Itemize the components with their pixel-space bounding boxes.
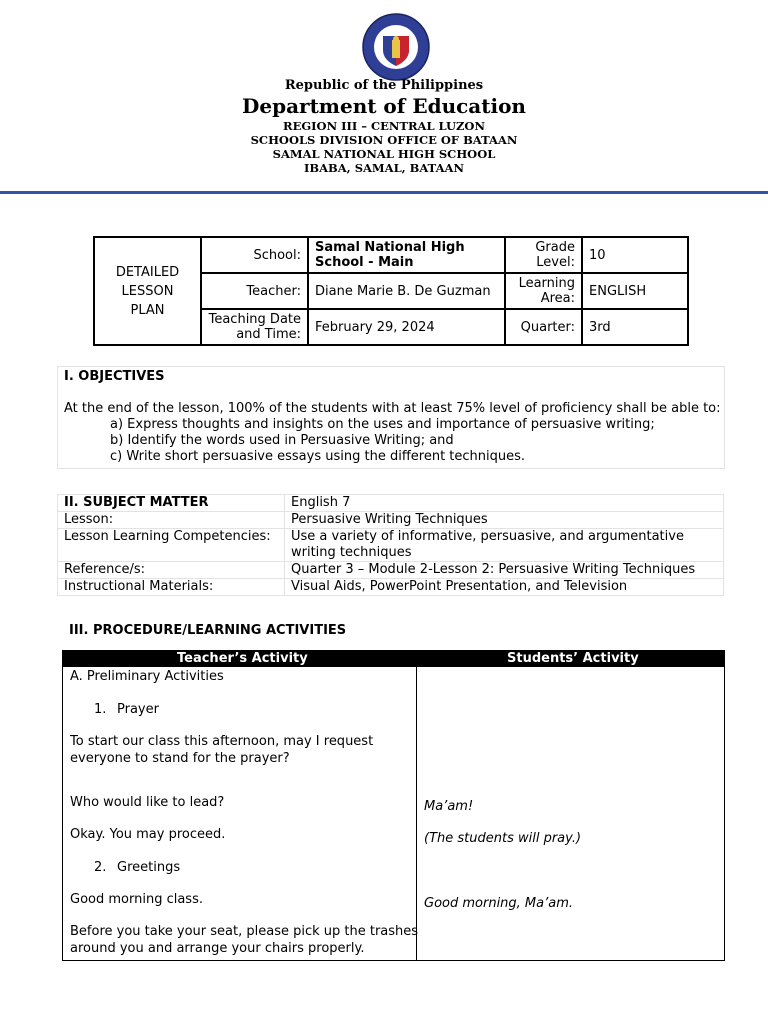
teacher-field-label: Teacher: (201, 273, 308, 309)
area-field-value: ENGLISH (582, 273, 688, 309)
dlp-label-cell: DETAILED LESSON PLAN (94, 237, 201, 345)
column-divider (416, 667, 417, 960)
teacher-field-value: Diane Marie B. De Guzman (308, 273, 505, 309)
competencies-value: Use a variety of informative, persuasive, and argumentative writing techniques (285, 529, 724, 562)
teacher-line: Before you take your seat, please pick up the trashes (70, 924, 419, 939)
greetings-heading: Greetings (117, 860, 181, 875)
references-value: Quarter 3 – Module 2-Lesson 2: Persuasive Writing Techniques (285, 562, 724, 579)
teacher-line: Good morning class. (70, 892, 203, 907)
competencies-label: Lesson Learning Competencies: (58, 529, 285, 562)
subject-matter-title: II. SUBJECT MATTER (58, 495, 285, 512)
materials-value: Visual Aids, PowerPoint Presentation, and Television (285, 579, 724, 596)
teacher-line: To start our class this afternoon, may I request (70, 734, 374, 749)
department-title: Department of Education (242, 94, 526, 118)
objective-item: a) Express thoughts and insights on the uses and importance of persuasive writing; (110, 417, 655, 432)
division-label: SCHOOLS DIVISION OFFICE OF BATAAN (250, 133, 518, 147)
preliminary-activities: A. Preliminary Activities (70, 669, 224, 684)
prayer-number: 1. (94, 702, 107, 717)
prayer-heading: Prayer (117, 702, 159, 717)
greetings-number: 2. (94, 860, 107, 875)
teacher-line: Who would like to lead? (70, 795, 225, 810)
date-field-value: February 29, 2024 (308, 309, 505, 345)
students-activity-header: Students’ Activity (507, 651, 639, 666)
lesson-value: Persuasive Writing Techniques (285, 512, 724, 529)
school-field-value: Samal National High School - Main (308, 237, 505, 273)
teacher-line: Okay. You may proceed. (70, 827, 226, 842)
procedure-title: III. PROCEDURE/LEARNING ACTIVITIES (69, 623, 347, 638)
subject-matter-value: English 7 (285, 495, 724, 512)
student-response: Good morning, Ma’am. (424, 896, 574, 911)
lesson-label: Lesson: (58, 512, 285, 529)
date-field-label: Teaching Date and Time: (201, 309, 308, 345)
objective-item: c) Write short persuasive essays using the different techniques. (110, 449, 526, 464)
teacher-line: everyone to stand for the prayer? (70, 751, 290, 766)
deped-seal-icon (361, 12, 431, 82)
objective-item: b) Identify the words used in Persuasive Writing; and (110, 433, 454, 448)
lesson-plan-info-table (93, 236, 689, 346)
student-response: Ma’am! (424, 799, 474, 814)
materials-label: Instructional Materials: (58, 579, 285, 596)
school-field-label: School: (201, 237, 308, 273)
subject-matter-table (57, 494, 724, 596)
grade-field-value: 10 (582, 237, 688, 273)
address-label: IBABA, SAMAL, BATAAN (304, 161, 464, 175)
objectives-title: I. OBJECTIVES (64, 369, 165, 384)
objectives-intro: At the end of the lesson, 100% of the students with at least 75% level of proficiency shall be able to: (64, 401, 721, 416)
references-label: Reference/s: (58, 562, 285, 579)
quarter-field-label: Quarter: (505, 309, 582, 345)
area-field-label: Learning Area: (505, 273, 582, 309)
procedure-table-header (63, 651, 724, 667)
grade-field-label: Grade Level: (505, 237, 582, 273)
republic-label: Republic of the Philippines (284, 78, 484, 93)
student-response: (The students will pray.) (424, 831, 582, 846)
teacher-line: around you and arrange your chairs properly. (70, 941, 365, 956)
teacher-activity-header: Teacher’s Activity (177, 651, 308, 666)
procedure-table (62, 650, 725, 961)
region-label: REGION III – CENTRAL LUZON (283, 119, 485, 133)
quarter-field-value: 3rd (582, 309, 688, 345)
objectives-section (57, 366, 725, 469)
school-label: SAMAL NATIONAL HIGH SCHOOL (272, 147, 496, 161)
header-divider (0, 191, 768, 194)
